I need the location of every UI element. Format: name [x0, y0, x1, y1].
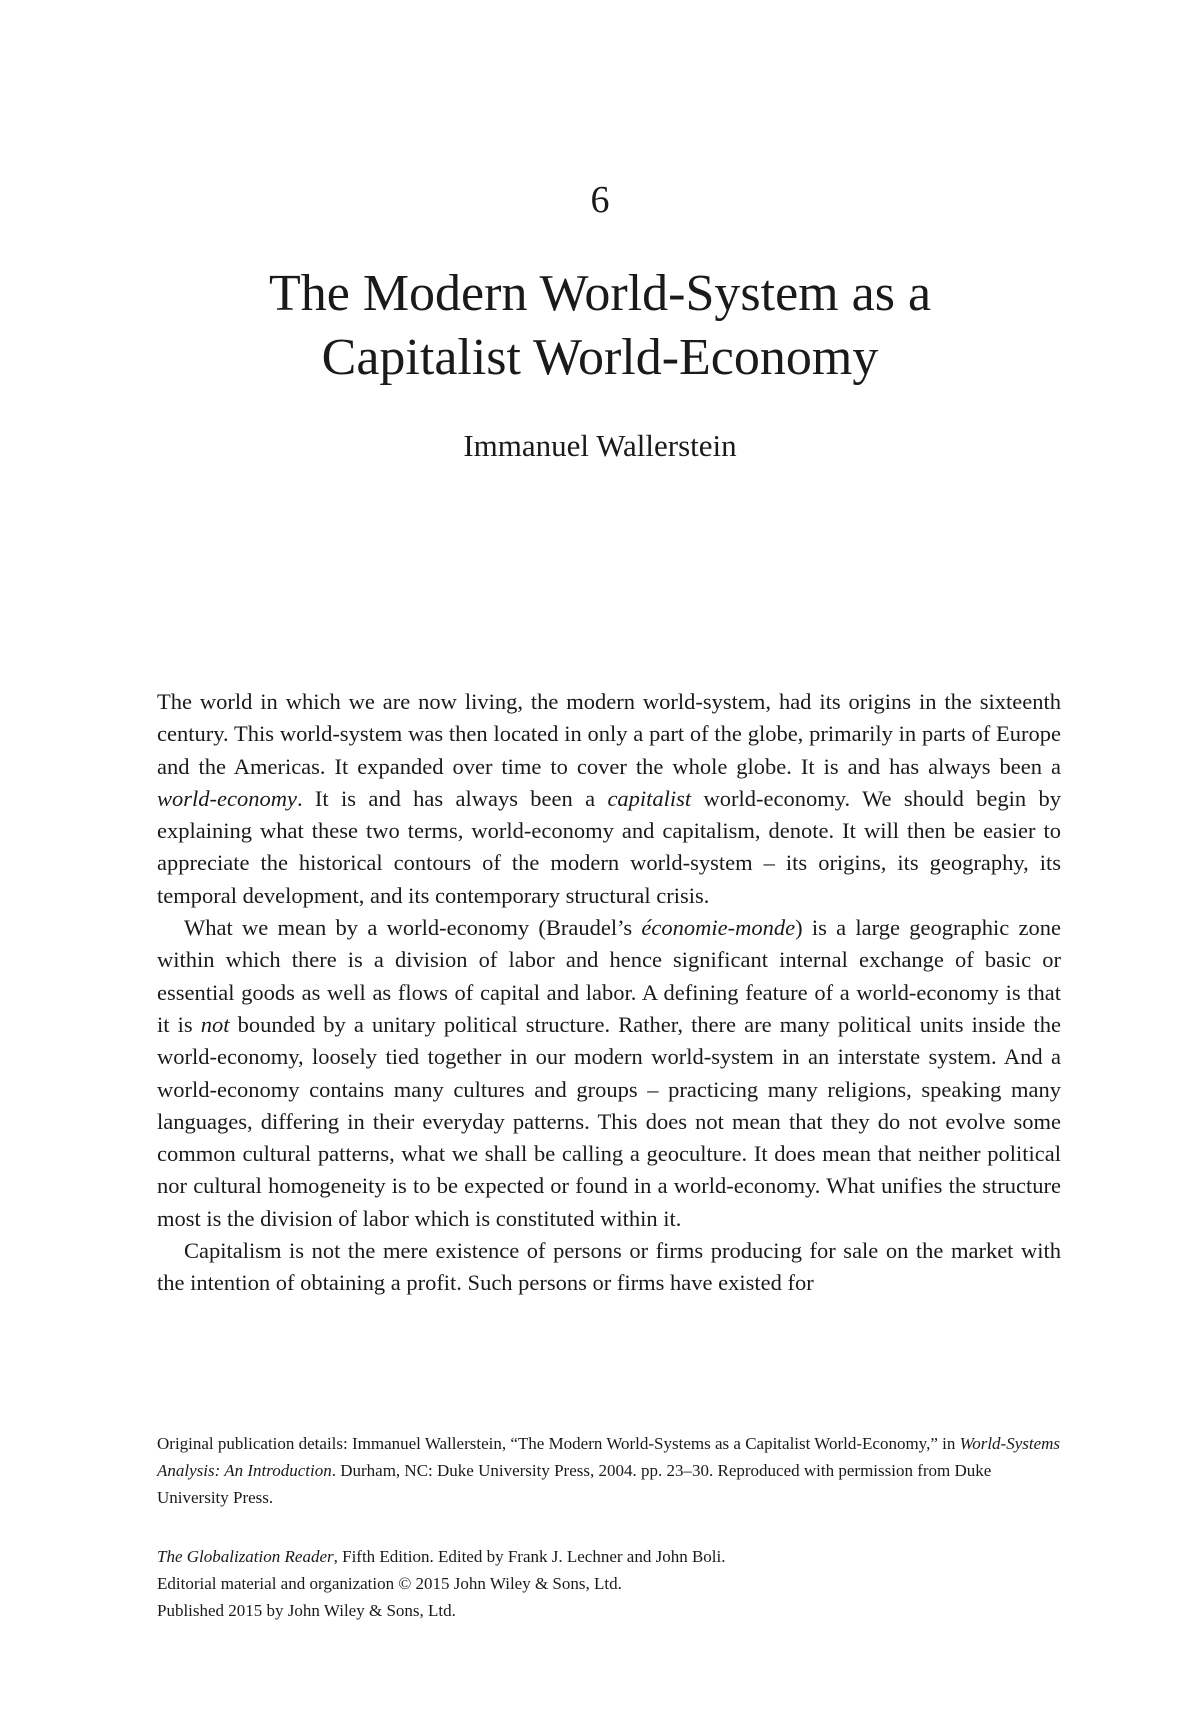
imprint-line-3: Published 2015 by John Wiley & Sons, Ltd.: [157, 1601, 456, 1620]
chapter-title: [150, 262, 1050, 390]
paragraph-2-text-a: What we mean by a world-economy (Braudel’s: [184, 915, 642, 941]
emphasis-not: not: [200, 1011, 230, 1037]
imprint-book-title: The Globalization Reader: [157, 1547, 334, 1566]
paragraph-2: [157, 912, 1061, 1235]
emphasis-economie-monde: économie-monde: [641, 915, 796, 941]
chapter-title-line-1: The Modern World-System as a: [268, 265, 932, 322]
footnote-text-b: . Durham, NC: Duke University Press, 2004. pp. 23–30. Reproduced with permission from Duke University Press.: [157, 1461, 992, 1507]
imprint-line-1-rest: , Fifth Edition. Edited by Frank J. Lechner and John Boli.: [333, 1547, 726, 1566]
chapter-number: 6: [590, 179, 610, 221]
publication-details-note: [157, 1430, 1061, 1511]
paragraph-1: [157, 686, 1061, 912]
paragraph-2-text-b: ) is a large geographic zone within which there is a division of labor and hence significant internal exchange of basic or essential goods as well as flows of capital and labor. A defining feature of a world-economy is that it is: [157, 915, 1061, 1037]
imprint-line-1: [157, 1543, 1061, 1570]
paragraph-1-text-b: . It is and has always been a: [296, 785, 608, 811]
paragraph-1-text-a: The world in which we are now living, the modern world-system, had its origins in the sixteenth century. This world-system was then located in only a part of the globe, primarily in parts of Europe and the Americas. It expanded over time to cover the whole globe. It is and has always been a: [157, 689, 1061, 779]
emphasis-capitalist: capitalist: [607, 785, 692, 811]
author-name: Immanuel Wallerstein: [463, 428, 737, 463]
footnote-text-a: Original publication details: Immanuel Wallerstein, “The Modern World-Systems as a Capitalist World-Economy,” in: [157, 1434, 960, 1453]
chapter-title-line-2: Capitalist World-Economy: [321, 329, 879, 386]
paragraph-3: Capitalism is not the mere existence of persons or firms producing for sale on the market with the intention of obtaining a profit. Such persons or firms have existed for: [157, 1238, 1061, 1296]
body-text: [157, 686, 1061, 1300]
paragraph-2-text-c: bounded by a unitary political structure. Rather, there are many political units inside the world-economy, loosely tied together in our modern world-system in an interstate system. And a world-economy contains many cultures and groups – practicing many religions, speaking many languages, differing in their everyday patterns. This does not mean that they do not evolve some common cultural patterns, what we shall be calling a geoculture. It does mean that neither political nor cultural homogeneity is to be expected or found in a world-economy. What unifies the structure most is the division of labor which is constituted within it.: [157, 1011, 1061, 1231]
imprint-line-2: Editorial material and organization © 2015 John Wiley & Sons, Ltd.: [157, 1574, 622, 1593]
footnote-book-title: World-Systems Analysis: An Introduction: [157, 1434, 1061, 1480]
copyright-imprint: [157, 1543, 1061, 1624]
paragraph-1-text-c: world-economy. We should begin by explaining what these two terms, world-economy and capitalism, denote. It will then be easier to appreciate the historical contours of the modern world-system – its origins, its geography, its temporal development, and its contemporary structural crisis.: [157, 785, 1061, 908]
emphasis-world-economy: world-economy: [157, 785, 297, 811]
